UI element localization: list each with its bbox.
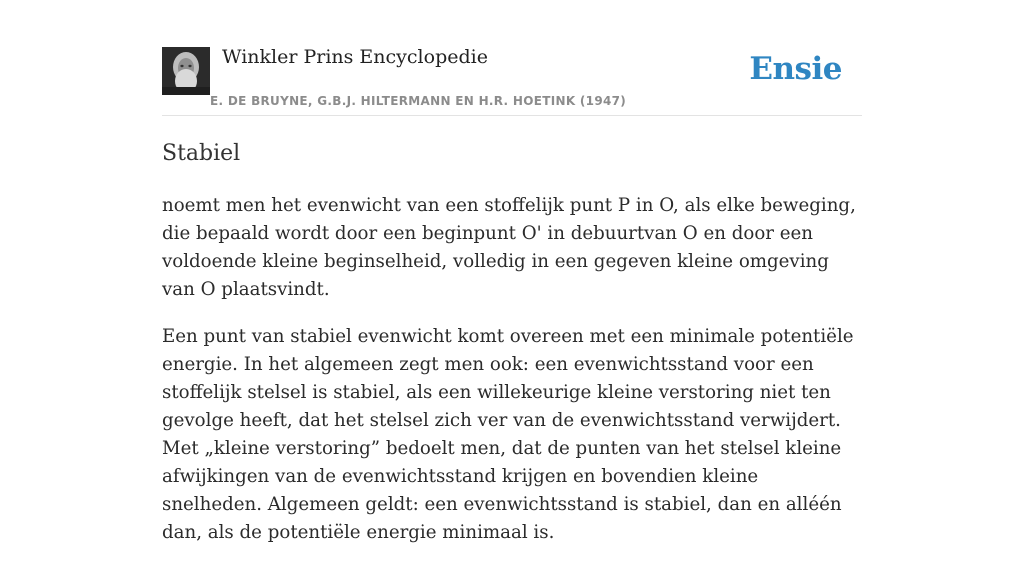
header <box>162 46 862 116</box>
article-paragraph: noemt men het evenwicht van een stoffelijk punt P in O, als elke beweging, die bepaald wordt door een beginpunt O' in debuurtvan O en door een voldoende kleine beginselheid, volledig in een gegeven kleine omgeving van O plaatsvindt. <box>162 195 856 300</box>
article-body <box>162 192 862 566</box>
authors-byline: E. DE BRUYNE, G.B.J. HILTERMANN EN H.R. HOETINK (1947) <box>210 94 627 108</box>
site-title[interactable]: Winkler Prins Encyclopedie <box>222 46 488 68</box>
article-paragraph: Een punt van stabiel evenwicht komt overeen met een minimale potentiële energie. In het algemeen zegt men ook: een evenwichtsstand voor een stoffelijk stelsel is stabiel, als een willekeurige kleine verstoring niet ten gevolge heeft, dat het stelsel zich ver van de evenwichtsstand verwijdert. Met „kleine verstoring” bedoelt men, dat de punten van het stelsel kleine afwijkingen van de evenwichtsstand krijgen en bovendien kleine snelheden. Algemeen geldt: een evenwichtsstand is stabiel, dan en alléén dan, als de potentiële energie minimaal is. <box>162 326 854 543</box>
brand-logo[interactable]: Ensie <box>749 51 842 87</box>
author-portrait-icon <box>162 47 210 95</box>
article-title: Stabiel <box>162 141 241 166</box>
